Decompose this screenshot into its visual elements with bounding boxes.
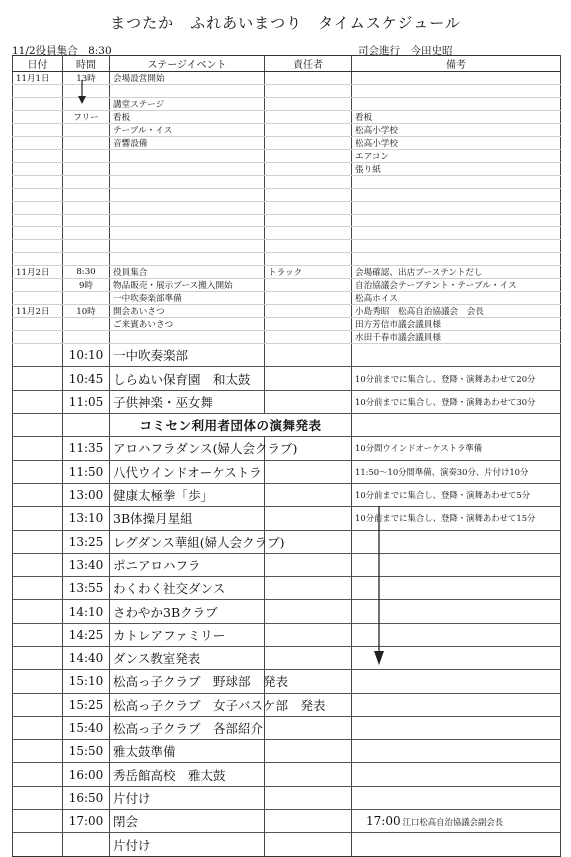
row-remarks	[352, 670, 561, 693]
row-date	[13, 577, 63, 600]
table-row	[13, 110, 561, 123]
row-person	[265, 292, 352, 305]
row-event: 子供神楽・巫女舞	[110, 390, 265, 413]
row-time: 10:45	[63, 367, 110, 390]
row-person	[265, 97, 352, 110]
row-remarks: 自治協議会テーブテント・テーブル・イス	[352, 279, 561, 292]
table-row	[13, 693, 561, 716]
row-date	[13, 553, 63, 576]
row-person	[265, 763, 352, 786]
row-date	[13, 600, 63, 623]
row-person	[265, 240, 352, 253]
row-date	[13, 175, 63, 188]
row-event: 片付け	[110, 833, 265, 856]
table-row	[13, 266, 561, 279]
row-person	[265, 214, 352, 227]
schedule-table	[12, 55, 561, 857]
table-row	[13, 810, 561, 833]
row-person	[265, 110, 352, 123]
remarks-time: 17:00	[366, 814, 401, 829]
row-time: 15:40	[63, 716, 110, 739]
row-person	[265, 188, 352, 201]
table-row	[13, 162, 561, 175]
row-person	[265, 507, 352, 530]
row-date	[13, 390, 63, 413]
row-date	[13, 833, 63, 856]
row-date	[13, 201, 63, 214]
row-event: しらぬい保育園 和太鼓	[110, 367, 265, 390]
row-event: 会場設営開始	[110, 72, 265, 85]
row-remarks: 張り紙	[352, 162, 561, 175]
row-time: フリー	[63, 110, 110, 123]
row-time: 8:30	[63, 266, 110, 279]
row-person	[265, 201, 352, 214]
table-row	[13, 201, 561, 214]
table-row	[13, 670, 561, 693]
row-date	[13, 97, 63, 110]
row-date	[13, 810, 63, 833]
row-event: 開会あいさつ	[110, 305, 265, 318]
row-date: 11月2日	[13, 266, 63, 279]
table-row	[13, 623, 561, 646]
table-row	[13, 331, 561, 344]
table-row	[13, 483, 561, 506]
row-remarks	[352, 833, 561, 856]
row-event: ダンス教室発表	[110, 646, 265, 669]
row-date	[13, 367, 63, 390]
row-date	[13, 670, 63, 693]
row-time: 15:50	[63, 740, 110, 763]
row-remarks: 松高ホイス	[352, 292, 561, 305]
row-time: 13:00	[63, 483, 110, 506]
table-row	[13, 786, 561, 809]
row-event: 雅太鼓準備	[110, 740, 265, 763]
row-person	[265, 577, 352, 600]
row-event	[110, 85, 265, 98]
table-row	[13, 136, 561, 149]
row-event: 音響設備	[110, 136, 265, 149]
row-time: 13:55	[63, 577, 110, 600]
row-remarks: 松高小学校	[352, 136, 561, 149]
table-row	[13, 72, 561, 85]
row-event	[110, 201, 265, 214]
row-person	[265, 279, 352, 292]
row-person	[265, 136, 352, 149]
row-date	[13, 786, 63, 809]
row-date	[13, 507, 63, 530]
row-person	[265, 149, 352, 162]
table-row	[13, 305, 561, 318]
row-remarks	[352, 716, 561, 739]
row-time: 11:50	[63, 460, 110, 483]
row-event	[110, 175, 265, 188]
row-person	[265, 162, 352, 175]
header-event: ステージイベント	[110, 56, 265, 72]
row-date	[13, 214, 63, 227]
row-date	[13, 279, 63, 292]
row-event: 一中吹奏楽部	[110, 344, 265, 367]
table-row	[13, 367, 561, 390]
table-row	[13, 833, 561, 856]
table-row	[13, 507, 561, 530]
row-time: 10時	[63, 305, 110, 318]
row-time: 10:10	[63, 344, 110, 367]
row-person	[265, 318, 352, 331]
row-date	[13, 740, 63, 763]
row-event: 閉会	[110, 810, 265, 833]
row-remarks: 10分前までに集合し、登降・演舞あわせて20分	[352, 367, 561, 390]
row-remarks	[352, 201, 561, 214]
row-event: ポニアロハフラ	[110, 553, 265, 576]
header-date: 日付	[13, 56, 63, 72]
row-remarks: 11:50～10分間準備、演奏30分、片付け10分	[352, 460, 561, 483]
row-person	[265, 175, 352, 188]
row-person	[265, 623, 352, 646]
row-event: 健康太極拳「歩」	[110, 483, 265, 506]
table-row	[13, 716, 561, 739]
row-date	[13, 149, 63, 162]
row-remarks	[352, 810, 561, 833]
row-remarks	[352, 693, 561, 716]
meeting-note: 11/2役員集合 8:30	[12, 45, 112, 57]
row-time	[63, 292, 110, 305]
section-heading: コミセン利用者団体の演舞発表	[110, 414, 352, 437]
table-row	[13, 318, 561, 331]
row-remarks	[352, 240, 561, 253]
header-remarks: 備考	[352, 56, 561, 72]
row-date	[13, 460, 63, 483]
row-remarks: 10分前までに集合し、登降・演舞あわせて15分	[352, 507, 561, 530]
row-person	[265, 85, 352, 98]
row-event: 松高っ子クラブ 各部紹介	[110, 716, 265, 739]
row-event: 看板	[110, 110, 265, 123]
row-person	[265, 483, 352, 506]
row-time	[63, 123, 110, 136]
row-remarks	[352, 786, 561, 809]
row-date	[13, 530, 63, 553]
row-person	[265, 367, 352, 390]
row-date	[13, 136, 63, 149]
row-event	[110, 149, 265, 162]
row-remarks	[352, 72, 561, 85]
row-time	[63, 833, 110, 856]
row-time: 15:10	[63, 670, 110, 693]
row-time: 11:05	[63, 390, 110, 413]
row-person	[265, 227, 352, 240]
row-remarks	[352, 740, 561, 763]
header-row	[13, 56, 561, 72]
table-row	[13, 188, 561, 201]
table-row	[13, 460, 561, 483]
row-remarks: 会場確認、出店ブーステントだし	[352, 266, 561, 279]
row-time: 9時	[63, 279, 110, 292]
row-date: 11月2日	[13, 305, 63, 318]
row-remarks	[352, 97, 561, 110]
row-event: テーブル・イス	[110, 123, 265, 136]
row-event: 講堂ステージ	[110, 97, 265, 110]
row-person	[265, 344, 352, 367]
row-date	[13, 85, 63, 98]
row-time	[63, 227, 110, 240]
row-time: 15:25	[63, 693, 110, 716]
row-date	[13, 318, 63, 331]
table-row	[13, 344, 561, 367]
row-event	[110, 188, 265, 201]
table-row	[13, 123, 561, 136]
header-time: 時間	[63, 56, 110, 72]
row-remarks: 小島秀昭 松高自治協議会 会長	[352, 305, 561, 318]
table-row	[13, 292, 561, 305]
row-person	[265, 305, 352, 318]
row-date	[13, 437, 63, 460]
row-time	[63, 318, 110, 331]
row-person	[265, 600, 352, 623]
row-remarks: 10分前までに集合し、登降・演舞あわせて30分	[352, 390, 561, 413]
row-time: 13時	[63, 72, 110, 85]
row-remarks	[352, 253, 561, 266]
row-person	[265, 786, 352, 809]
table-row	[13, 740, 561, 763]
row-date	[13, 693, 63, 716]
row-remarks: 水田千春市議会議員様	[352, 331, 561, 344]
table-row	[13, 646, 561, 669]
table-row	[13, 85, 561, 98]
row-event	[110, 162, 265, 175]
row-time	[63, 162, 110, 175]
mc-note: 司会進行 今田史昭	[358, 45, 453, 57]
table-row	[13, 390, 561, 413]
row-remarks	[352, 344, 561, 367]
row-date	[13, 716, 63, 739]
row-person: トラック	[265, 266, 352, 279]
arrow-down-icon	[76, 79, 88, 105]
row-person	[265, 123, 352, 136]
row-event: 松高っ子クラブ 野球部 発表	[110, 670, 265, 693]
row-person	[265, 740, 352, 763]
row-person	[265, 72, 352, 85]
remarks-text: 江口松高自治協議会副会長	[402, 817, 504, 828]
row-event: レグダンス華組(婦人会クラブ)	[110, 530, 265, 553]
row-remarks: 看板	[352, 110, 561, 123]
row-date	[13, 292, 63, 305]
row-date	[13, 623, 63, 646]
row-date	[13, 344, 63, 367]
row-date	[13, 483, 63, 506]
table-row	[13, 149, 561, 162]
row-event	[110, 240, 265, 253]
row-remarks	[352, 188, 561, 201]
row-event: さわやか3Bクラブ	[110, 600, 265, 623]
table-row	[13, 763, 561, 786]
table-row	[13, 214, 561, 227]
table-row	[13, 437, 561, 460]
row-time: 11:35	[63, 437, 110, 460]
row-date	[13, 763, 63, 786]
row-date	[13, 227, 63, 240]
table-row	[13, 553, 561, 576]
row-time: 14:25	[63, 623, 110, 646]
row-time	[63, 240, 110, 253]
row-time: 14:40	[63, 646, 110, 669]
row-time	[63, 175, 110, 188]
row-event	[110, 331, 265, 344]
row-event: 片付け	[110, 786, 265, 809]
row-person	[265, 646, 352, 669]
row-event: わくわく社交ダンス	[110, 577, 265, 600]
row-person	[265, 460, 352, 483]
row-time: 13:10	[63, 507, 110, 530]
table-row	[13, 97, 561, 110]
row-date	[13, 646, 63, 669]
row-person	[265, 253, 352, 266]
row-event: アロハフラダンス(婦人会クラブ)	[110, 437, 265, 460]
row-event: 3B体操月星組	[110, 507, 265, 530]
row-event: 一中吹奏楽部準備	[110, 292, 265, 305]
row-event: ご来賓あいさつ	[110, 318, 265, 331]
table-row	[13, 600, 561, 623]
row-event	[110, 214, 265, 227]
row-date	[13, 188, 63, 201]
row-time	[63, 214, 110, 227]
row-event: 秀岳館高校 雅太鼓	[110, 763, 265, 786]
row-event: 役員集合	[110, 266, 265, 279]
table-row	[13, 414, 561, 437]
table-row	[13, 227, 561, 240]
row-time: 17:00	[63, 810, 110, 833]
row-date	[13, 331, 63, 344]
row-time	[63, 253, 110, 266]
row-time: 13:40	[63, 553, 110, 576]
row-person	[265, 553, 352, 576]
row-date	[13, 414, 63, 437]
row-time: 16:50	[63, 786, 110, 809]
table-row	[13, 279, 561, 292]
row-time: 13:25	[63, 530, 110, 553]
row-remarks	[352, 763, 561, 786]
table-row	[13, 175, 561, 188]
row-time	[63, 136, 110, 149]
row-time	[63, 188, 110, 201]
row-time	[63, 414, 110, 437]
row-event: 松高っ子クラブ 女子バスケ部 発表	[110, 693, 265, 716]
table-row	[13, 240, 561, 253]
row-remarks	[352, 85, 561, 98]
row-time: 14:10	[63, 600, 110, 623]
row-event	[110, 227, 265, 240]
table-row	[13, 577, 561, 600]
row-remarks	[352, 214, 561, 227]
row-event	[110, 253, 265, 266]
row-person	[265, 390, 352, 413]
row-date	[13, 240, 63, 253]
table-row	[13, 253, 561, 266]
header-person: 責任者	[265, 56, 352, 72]
schedule-body	[13, 72, 561, 857]
row-event: 八代ウインドオーケストラ	[110, 460, 265, 483]
row-date	[13, 123, 63, 136]
page-title: まつたか ふれあいまつり タイムスケジュール	[110, 14, 461, 32]
row-remarks	[352, 414, 561, 437]
row-date	[13, 162, 63, 175]
row-event: 物品販売・展示ブース搬入開始	[110, 279, 265, 292]
row-remarks: 田方芳信市議会議員様	[352, 318, 561, 331]
table-row	[13, 530, 561, 553]
row-event: カトレアファミリー	[110, 623, 265, 646]
row-date	[13, 110, 63, 123]
row-person	[265, 810, 352, 833]
row-person	[265, 331, 352, 344]
row-person	[265, 833, 352, 856]
row-time	[63, 331, 110, 344]
row-remarks: 10分前までに集合し、登降・演舞あわせて5分	[352, 483, 561, 506]
row-remarks: 10分間ウインドオーケストラ準備	[352, 437, 561, 460]
row-remarks	[352, 227, 561, 240]
row-time: 16:00	[63, 763, 110, 786]
row-remarks: エアコン	[352, 149, 561, 162]
row-time	[63, 201, 110, 214]
row-remarks: 松高小学校	[352, 123, 561, 136]
row-person	[265, 716, 352, 739]
arrow-down-icon	[372, 505, 386, 667]
row-date: 11月1日	[13, 72, 63, 85]
row-date	[13, 253, 63, 266]
row-time	[63, 149, 110, 162]
row-remarks	[352, 175, 561, 188]
